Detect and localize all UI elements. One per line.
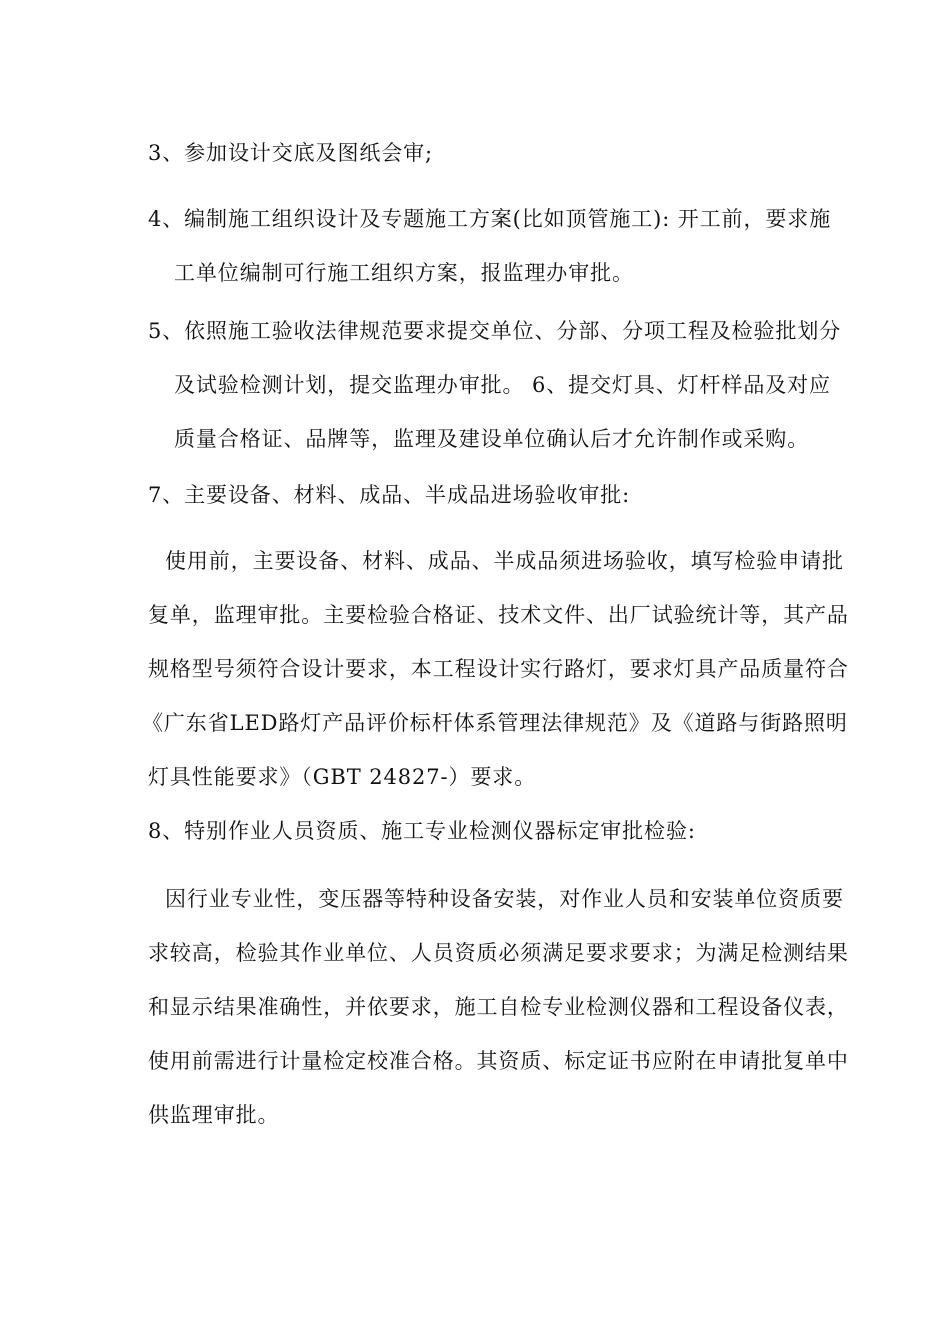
text-line-3-heading: 3、参加设计交底及图纸会审;: [148, 141, 434, 165]
text-line-8-heading: 8、特别作业人员资质、施工专业检测仪器标定审批检验:: [148, 819, 696, 843]
text-paragraph-7-line-5: 灯具性能要求》（GBT 24827-）要求。: [148, 765, 537, 789]
text-line-4-heading: 4、编制施工组织设计及专题施工方案(比如顶管施工): 开工前，要求施: [148, 207, 832, 231]
text-line-5-heading: 5、依照施工验收法律规范要求提交单位、分部、分项工程及检验批划分: [148, 319, 842, 343]
text-line-6-continuation: 质量合格证、品牌等，监理及建设单位确认后才允许制作或采购。: [174, 427, 810, 451]
text-line-4-continuation: 工单位编制可行施工组织方案，报监理办审批。: [174, 261, 634, 285]
text-paragraph-7-line-2: 复单，监理审批。主要检验合格证、技术文件、出厂试验统计等，其产品: [148, 603, 849, 627]
text-paragraph-8-line-1: 因行业专业性，变压器等特种设备安装，对作业人员和安装单位资质要: [165, 887, 844, 911]
text-paragraph-8-line-5: 供监理审批。: [148, 1103, 280, 1127]
text-line-5-continuation: 及试验检测计划，提交监理办审批。 6、提交灯具、灯杆样品及对应: [174, 373, 831, 397]
text-paragraph-8-line-4: 使用前需进行计量检定校准合格。其资质、标定证书应附在申请批复单中: [148, 1049, 849, 1073]
text-paragraph-7-line-3: 规格型号须符合设计要求，本工程设计实行路灯，要求灯具产品质量符合: [148, 657, 849, 681]
text-paragraph-8-line-2: 求较高，检验其作业单位、人员资质必须满足要求要求；为满足检测结果: [148, 941, 849, 965]
text-paragraph-8-line-3: 和显示结果准确性，并依要求，施工自检专业检测仪器和工程设备仪表，: [148, 995, 849, 1019]
text-paragraph-7-line-4: 《广东省LED路灯产品评价标杆体系管理法律规范》及《道路与街路照明: [142, 711, 848, 735]
text-line-7-heading: 7、主要设备、材料、成品、半成品进场验收审批:: [148, 483, 631, 507]
text-paragraph-7-line-1: 使用前，主要设备、材料、成品、半成品须进场验收，填写检验申请批: [165, 549, 844, 573]
